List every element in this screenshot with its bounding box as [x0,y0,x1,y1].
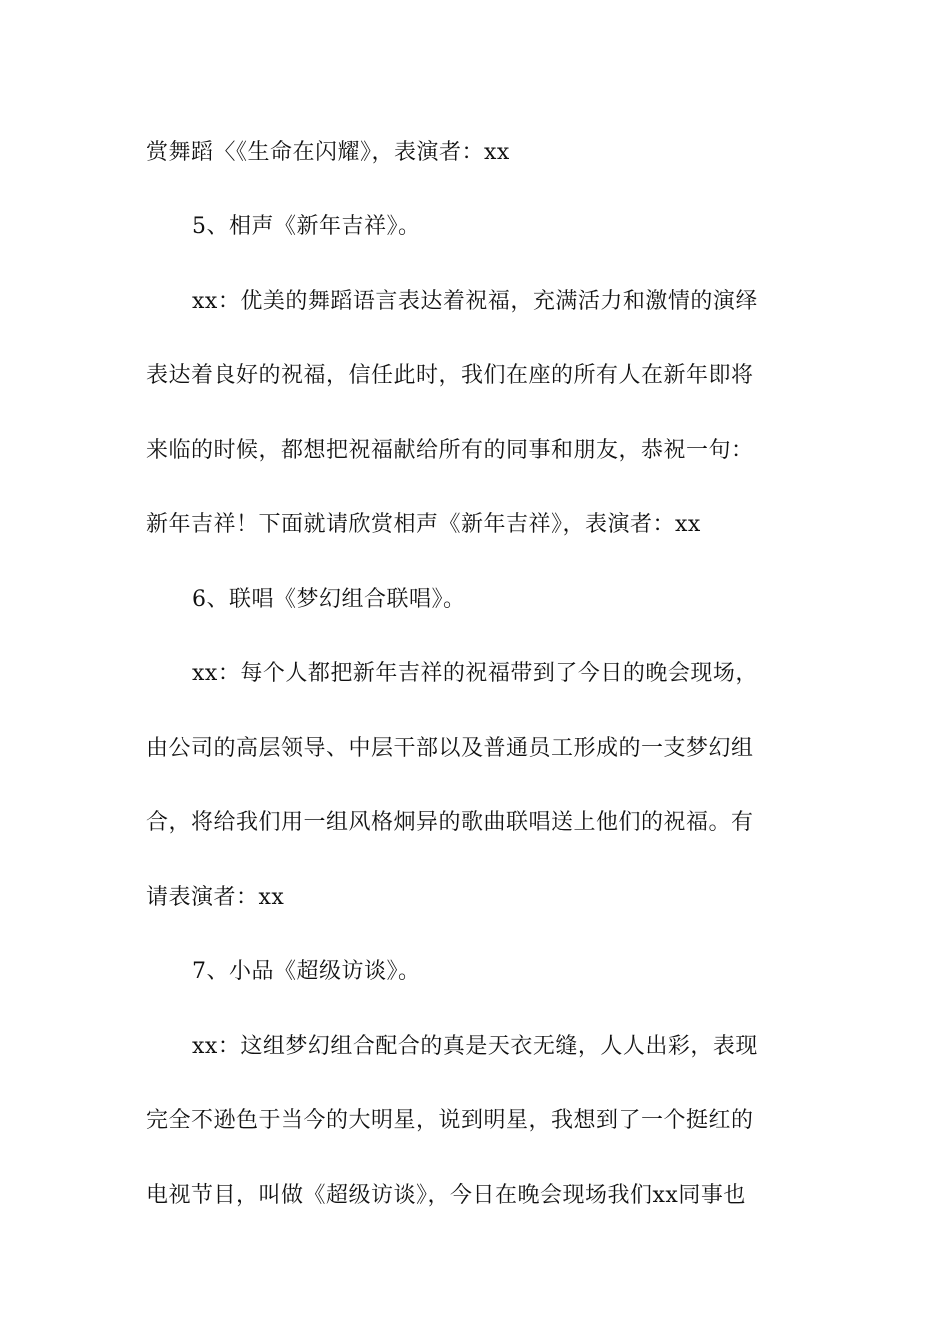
program-item-heading: 7、小品《超级访谈》。 [192,959,421,984]
text-line: 赏舞蹈〈《生命在闪耀》，表演者：xx [146,140,510,165]
text-line: xx：每个人都把新年吉祥的祝福带到了今日的晚会现场， [192,661,758,686]
text-line: 电视节目，叫做《超级访谈》，今日在晚会现场我们xx同事也 [146,1183,746,1208]
text-line: 由公司的高层领导、中层干部以及普通员工形成的一支梦幻组 [146,736,754,761]
text-line: 新年吉祥！下面就请欣赏相声《新年吉祥》，表演者：xx [146,512,701,537]
text-line: xx：优美的舞蹈语言表达着祝福，充满活力和激情的演绎 [192,289,758,314]
text-line: 表达着良好的祝福，信任此时，我们在座的所有人在新年即将 [146,363,754,388]
program-item-heading: 5、相声《新年吉祥》。 [192,214,421,239]
program-item-heading: 6、联唱《梦幻组合联唱》。 [192,587,466,612]
text-line: 请表演者：xx [146,885,285,910]
text-line: 合，将给我们用一组风格炯异的歌曲联唱送上他们的祝福。有 [146,810,754,835]
text-line: 完全不逊色于当今的大明星，说到明星，我想到了一个挺红的 [146,1108,754,1133]
text-line: 来临的时候，都想把祝福献给所有的同事和朋友，恭祝一句： [146,438,754,463]
text-line: xx：这组梦幻组合配合的真是天衣无缝，人人出彩，表现 [192,1034,758,1059]
